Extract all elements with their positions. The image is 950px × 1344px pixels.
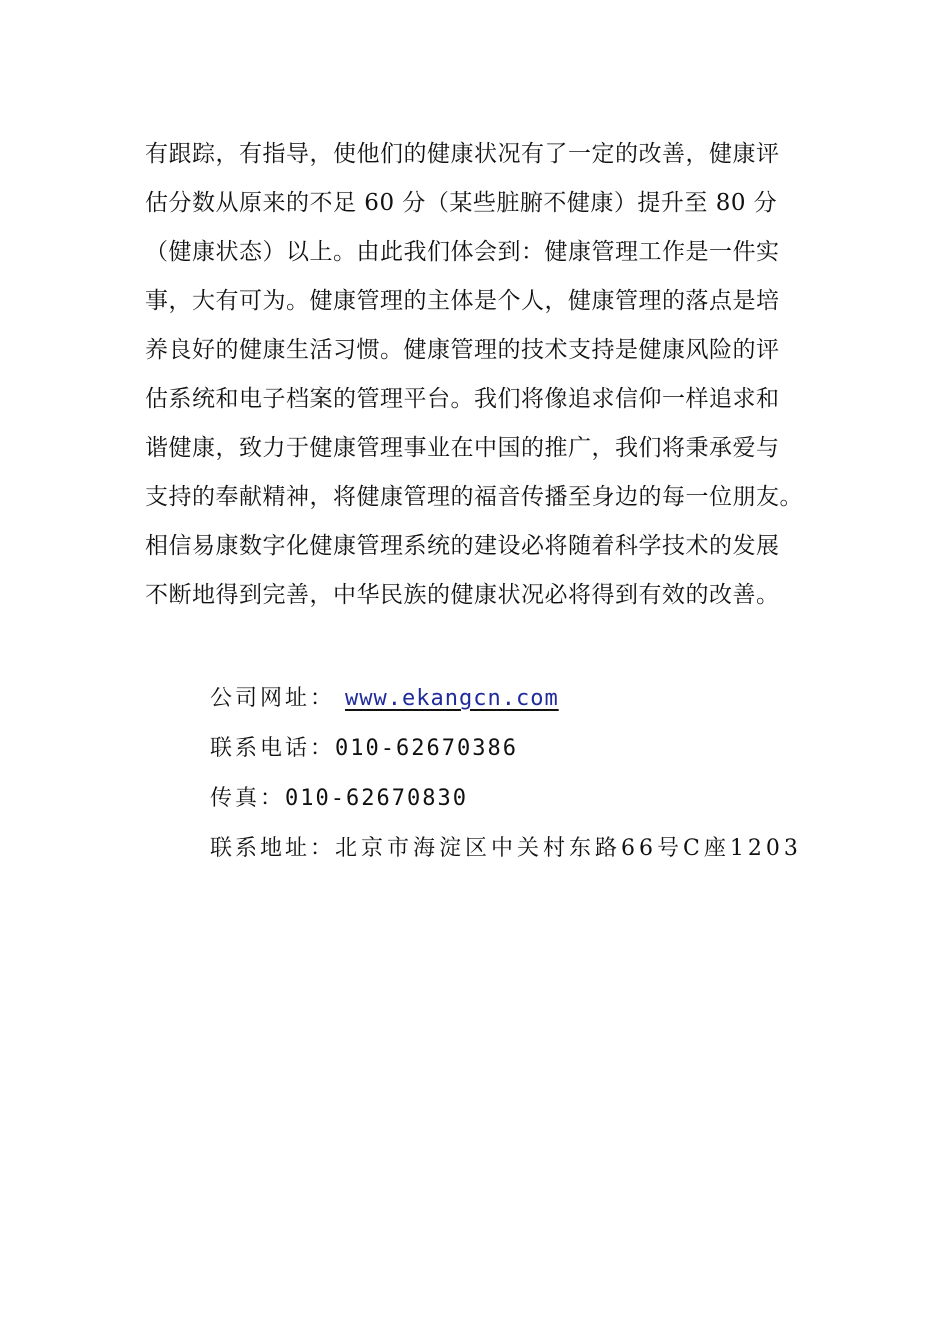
contact-info bbox=[210, 674, 850, 874]
fax-number: 010-62670830 bbox=[285, 786, 468, 811]
paragraph-line: 谐健康，致力于健康管理事业在中国的推广，我们将秉承爱与 bbox=[145, 435, 780, 461]
body-paragraph bbox=[145, 130, 835, 620]
paragraph-line: 事，大有可为。健康管理的主体是个人，健康管理的落点是培 bbox=[145, 288, 780, 314]
phone-number: 010-62670386 bbox=[335, 736, 518, 761]
website-link[interactable]: www.ekangcn.com bbox=[345, 686, 559, 711]
paragraph-line: 有跟踪，有指导，使他们的健康状况有了一定的改善，健康评 bbox=[145, 141, 780, 167]
address-row bbox=[210, 824, 850, 874]
paragraph-line: 相信易康数字化健康管理系统的建设必将随着科学技术的发展 bbox=[145, 533, 780, 559]
paragraph-line: 养良好的健康生活习惯。健康管理的技术支持是健康风险的评 bbox=[145, 337, 780, 363]
phone-row bbox=[210, 724, 850, 774]
paragraph-line: 估系统和电子档案的管理平台。我们将像追求信仰一样追求和 bbox=[145, 386, 780, 412]
paragraph-line: 估分数从原来的不足 60 分（某些脏腑不健康）提升至 80 分 bbox=[145, 190, 778, 216]
address-label: 联系地址： bbox=[210, 836, 336, 861]
phone-label: 联系电话： bbox=[210, 736, 336, 761]
website-label: 公司网址： bbox=[210, 686, 336, 711]
fax-row bbox=[210, 774, 850, 824]
paragraph-line: 不断地得到完善，中华民族的健康状况必将得到有效的改善。 bbox=[145, 582, 780, 608]
paragraph-line: 支持的奉献精神，将健康管理的福音传播至身边的每一位朋友。 bbox=[145, 484, 803, 510]
website-row bbox=[210, 674, 850, 724]
paragraph-line: （健康状态）以上。由此我们体会到：健康管理工作是一件实 bbox=[145, 239, 780, 265]
address-text: 北京市海淀区中关村东路66号C座1203 bbox=[335, 836, 802, 861]
fax-label: 传真： bbox=[210, 786, 286, 811]
